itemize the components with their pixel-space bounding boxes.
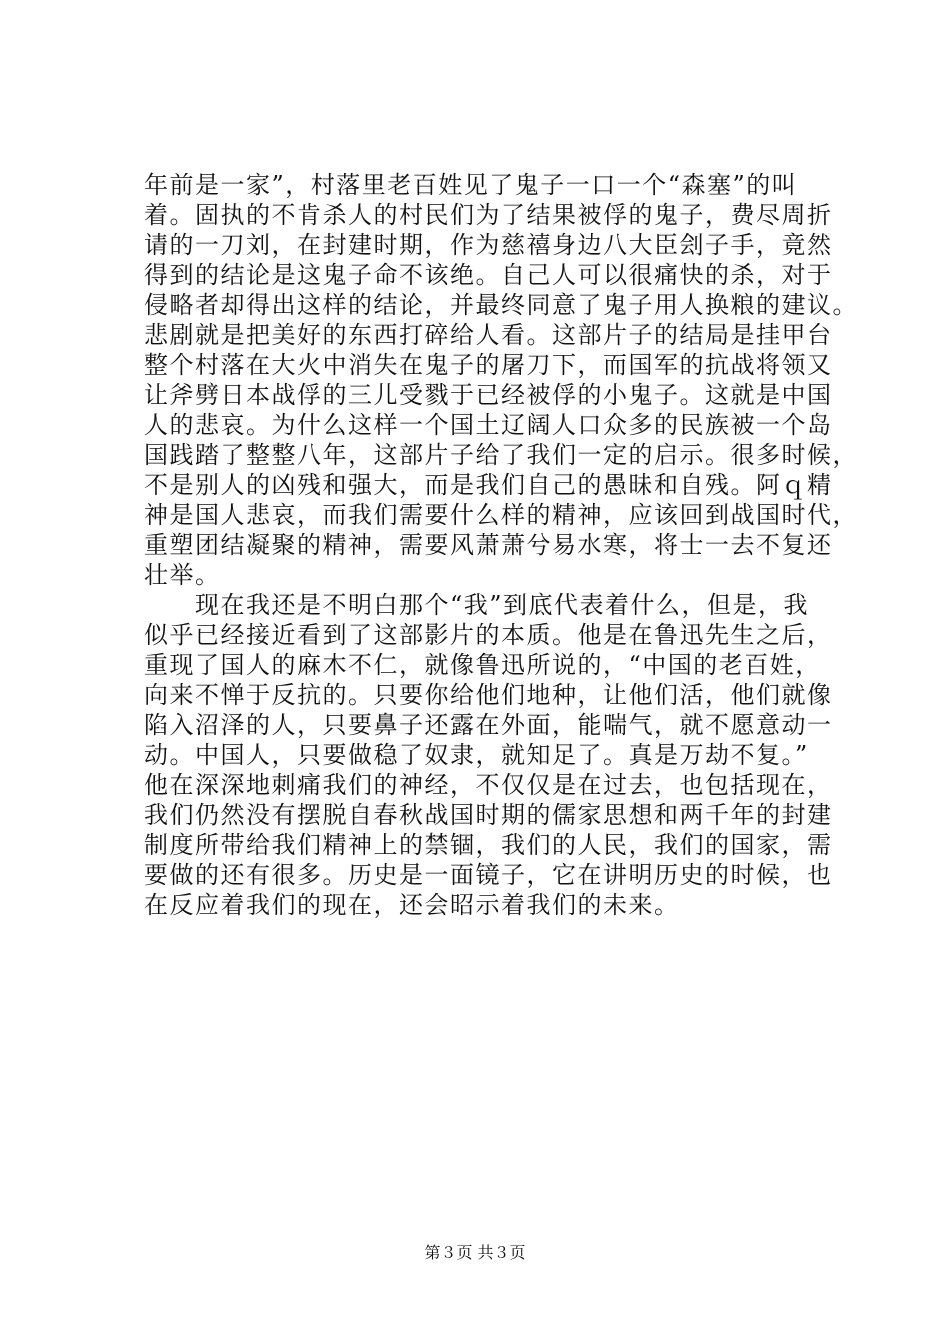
text-line: 现在我还是不明白那个“我”到底代表着什么，但是，我: [144, 591, 810, 619]
text-line: 神是国人悲哀，而我们需要什么样的精神，应该回到战国时代，: [144, 501, 858, 529]
text-line: 向来不惮于反抗的。只要你给他们地种，让他们活，他们就像: [144, 681, 833, 709]
text-line: 似乎已经接近看到了这部影片的本质。他是在鲁迅先生之后，: [144, 621, 833, 649]
text-line: 陷入沼泽的人，只要鼻子还露在外面，能喘气，就不愿意动一: [144, 711, 833, 739]
body-text: [144, 170, 858, 920]
text-line: 重现了国人的麻木不仁，就像鲁迅所说的，“中国的老百姓，: [144, 651, 821, 679]
text-line: 不是别人的凶残和强大，而是我们自己的愚昧和自残。阿ｑ精: [144, 471, 833, 499]
text-line: 侵略者却得出这样的结论，并最终同意了鬼子用人换粮的建议。: [144, 291, 858, 319]
text-line: 制度所带给我们精神上的禁锢，我们的人民，我们的国家，需: [144, 831, 833, 859]
text-line: 要做的还有很多。历史是一面镜子，它在讲明历史的时候，也: [144, 861, 833, 889]
page-footer: 第３页 共３页: [424, 1243, 526, 1262]
text-line: 年前是一家”，村落里老百姓见了鬼子一口一个“森塞”的叫: [144, 171, 798, 199]
text-line: 动。中国人，只要做稳了奴隶，就知足了。真是万劫不复。”: [144, 741, 809, 769]
text-line: 着。固执的不肯杀人的村民们为了结果被俘的鬼子，费尽周折: [144, 201, 833, 229]
text-line: 悲剧就是把美好的东西打碎给人看。这部片子的结局是挂甲台: [144, 321, 833, 349]
text-line: 重塑团结凝聚的精神，需要风萧萧兮易水寒，将士一去不复还: [144, 531, 833, 559]
text-line: 整个村落在大火中消失在鬼子的屠刀下，而国军的抗战将领又: [144, 351, 833, 379]
text-line: 我们仍然没有摆脱自春秋战国时期的儒家思想和两千年的封建: [144, 801, 833, 829]
text-line: 在反应着我们的现在，还会昭示着我们的未来。: [144, 891, 680, 919]
text-line: 请的一刀刘，在封建时期，作为慈禧身边八大臣刽子手，竟然: [144, 231, 833, 259]
text-line: 他在深深地刺痛我们的神经，不仅仅是在过去，也包括现在，: [144, 771, 833, 799]
text-line: 得到的结论是这鬼子命不该绝。自己人可以很痛快的杀，对于: [144, 261, 833, 289]
text-line: 让斧劈日本战俘的三儿受戮于已经被俘的小鬼子。这就是中国: [144, 381, 833, 409]
text-line: 国践踏了整整八年，这部片子给了我们一定的启示。很多时候，: [144, 441, 858, 469]
text-line: 人的悲哀。为什么这样一个国土辽阔人口众多的民族被一个岛: [144, 411, 833, 439]
text-line: 壮举。: [144, 561, 221, 589]
